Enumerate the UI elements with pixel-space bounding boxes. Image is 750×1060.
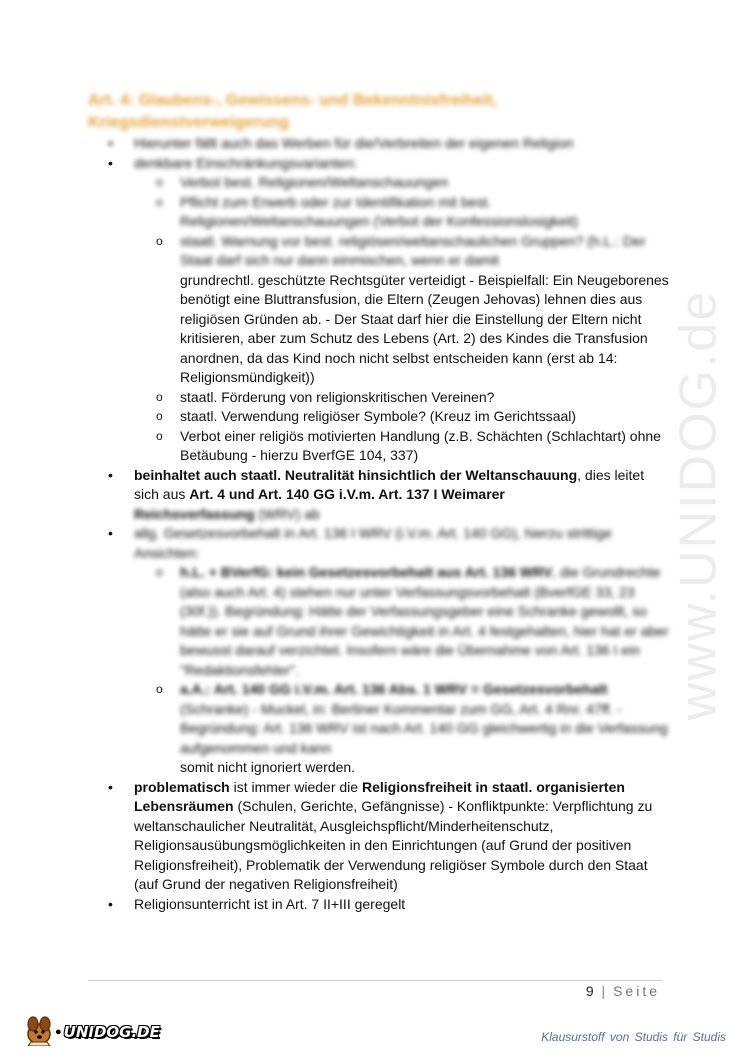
sub-list-item [134,232,670,388]
paw-icon: ● [55,1026,62,1038]
sub-list [134,173,670,466]
sub-list-item: o staatl. Verwendung religiöser Symbole? (Kreuz im Gerichtssaal) [134,407,670,427]
sub-list [134,563,670,778]
list-item [88,466,670,525]
list-item [88,778,670,895]
text: (WRV) ab [254,505,320,522]
bold-text: Religionsfreiheit in staatl. organisierten Lebensräumen [134,778,625,814]
bold-text: h.L. + BVerfG: kein Gesetzesvorbehalt aus Art. 136 WRV [180,564,553,580]
bullet-list [88,134,670,914]
bold-text: Reichsverfassung [134,505,255,522]
sub-list-item-text: somit nicht ignoriert werden. [180,759,356,775]
bold-text: beinhaltet auch staatl. Neutralität hinsichtlich der Weltanschauung [134,466,578,483]
bold-text: problematisch [134,778,230,795]
list-item [88,524,670,778]
page-word: Seite [613,983,660,999]
text: ist immer wieder die [229,778,362,795]
section-heading: Art. 4: Glaubens-, Gewissens- und Bekenntnisfreiheit, Kriegsdienstverweigerung [88,92,497,131]
bold-text: Art. 4 und Art. 140 GG i.V.m. Art. 137 I Weimarer [189,486,505,502]
list-item [88,154,670,466]
list-item-text: • allg. Gesetzesvorbehalt in Art. 136 I WRV (i.V.m. Art. 140 GG), hierzu strittige Ansichten: [134,525,612,561]
list-item-text: • denkbare Einschränkungsvarianten: [134,154,358,171]
sub-list-item: o staatl. Förderung von religionskritischen Vereinen? [134,388,670,408]
sub-list-item [134,563,670,680]
page-number-value: 9 [585,983,596,999]
sub-list-item [134,680,670,778]
footer-divider [88,980,662,981]
text: , dies leitet sich aus [134,466,645,502]
bold-text: a.A.: Art. 140 GG i.V.m. Art. 136 Abs. 1 WRV = Gesetzesvorbehalt [180,681,608,697]
watermark [668,270,728,740]
page-number [540,983,660,999]
unidog-logo [24,1014,184,1050]
page-number-separator: | [601,983,608,999]
text: (Schulen, Gerichte, Gefängnisse) - Konfliktpunkte: Verpflichtung zu weltanschaulicher Neutralität, Ausgleichspflicht/Minderheitenschutz, Religionsausübungsmöglichkeiten in den Einrichtungen (auf Grund der positiven Religionsfreiheit), Problematik der Verwendung religiöser Symbole durch den Staat (auf Grund der negativen Religionsfreiheit) [134,798,653,892]
sub-list-item: o Pflicht zum Erwerb oder zur Identifikation mit best. Religionen/Weltanschauungen (Verbot der Konfessionslosigkeit) [134,193,670,232]
text: , die Grundrechte (also auch Art. 4) stehen nur unter Verfassungsvorbehalt (BverfGE 33, 23 (30f.)). Begründung: Hätte der Verfassungsgeber eine Schranke gewollt, so hätte er sie auf Grund ihrer Gewichtigkeit in Art. 4 festgehalten, hier hat er aber bewusst darauf verzichtet. Insofern wäre die Übernahme von Art. 136 I ein "Redaktionsfehler". [180,564,669,678]
logo-text: UNIDOG.DE [63,1023,160,1041]
sub-list-item: o Verbot best. Religionen/Weltanschauungen [134,173,670,193]
dog-icon [24,1014,54,1051]
list-item: • Religionsunterricht ist in Art. 7 II+III geregelt [88,895,670,915]
watermark-text: www.UNIDOG.de [669,289,727,721]
sub-list-item-text: grundrechtl. geschützte Rechtsgüter verteidigt - Beispielfall: Ein Neugeborenes benötigt eine Bluttransfusion, die Eltern (Zeugen Jehovas) lehnen dies aus religiösen Gründen ab. - Der Staat darf hier die Einstellung der Eltern nicht kritisieren, aber zum Schutz des Lebens (Art. 2) des Kindes die Transfusion anordnen, da das Kind noch nicht selbst entscheiden kann (erst ab 14: Religionsmündigkeit)) [180,271,669,385]
text: (Schranke) - Muckel, in: Berliner Kommentar zum GG, Art. 4 Rnr. 47ff. - Begründung: Art. 136 WRV ist nach Art. 140 GG gleichwertig in die Verfassung aufgenommen und kann [180,700,668,756]
sub-list-item: o Verbot einer religiös motivierten Handlung (z.B. Schächten (Schlachtart) ohne Betäubung - hierzu BverfGE 104, 337) [134,427,670,466]
list-item: • Hierunter fällt auch das Werben für die/Verbreiten der eigenen Religion [88,134,670,154]
sub-list-item-text: o staatl. Warnung vor best. religiösen/weltanschaulichen Gruppen? (h.L.: Der Staat darf sich nur dann einmischen, wenn er damit [180,232,646,268]
footer-tagline: Klausurstoff von Studis für Studis [541,1030,726,1044]
page-content [88,90,670,914]
